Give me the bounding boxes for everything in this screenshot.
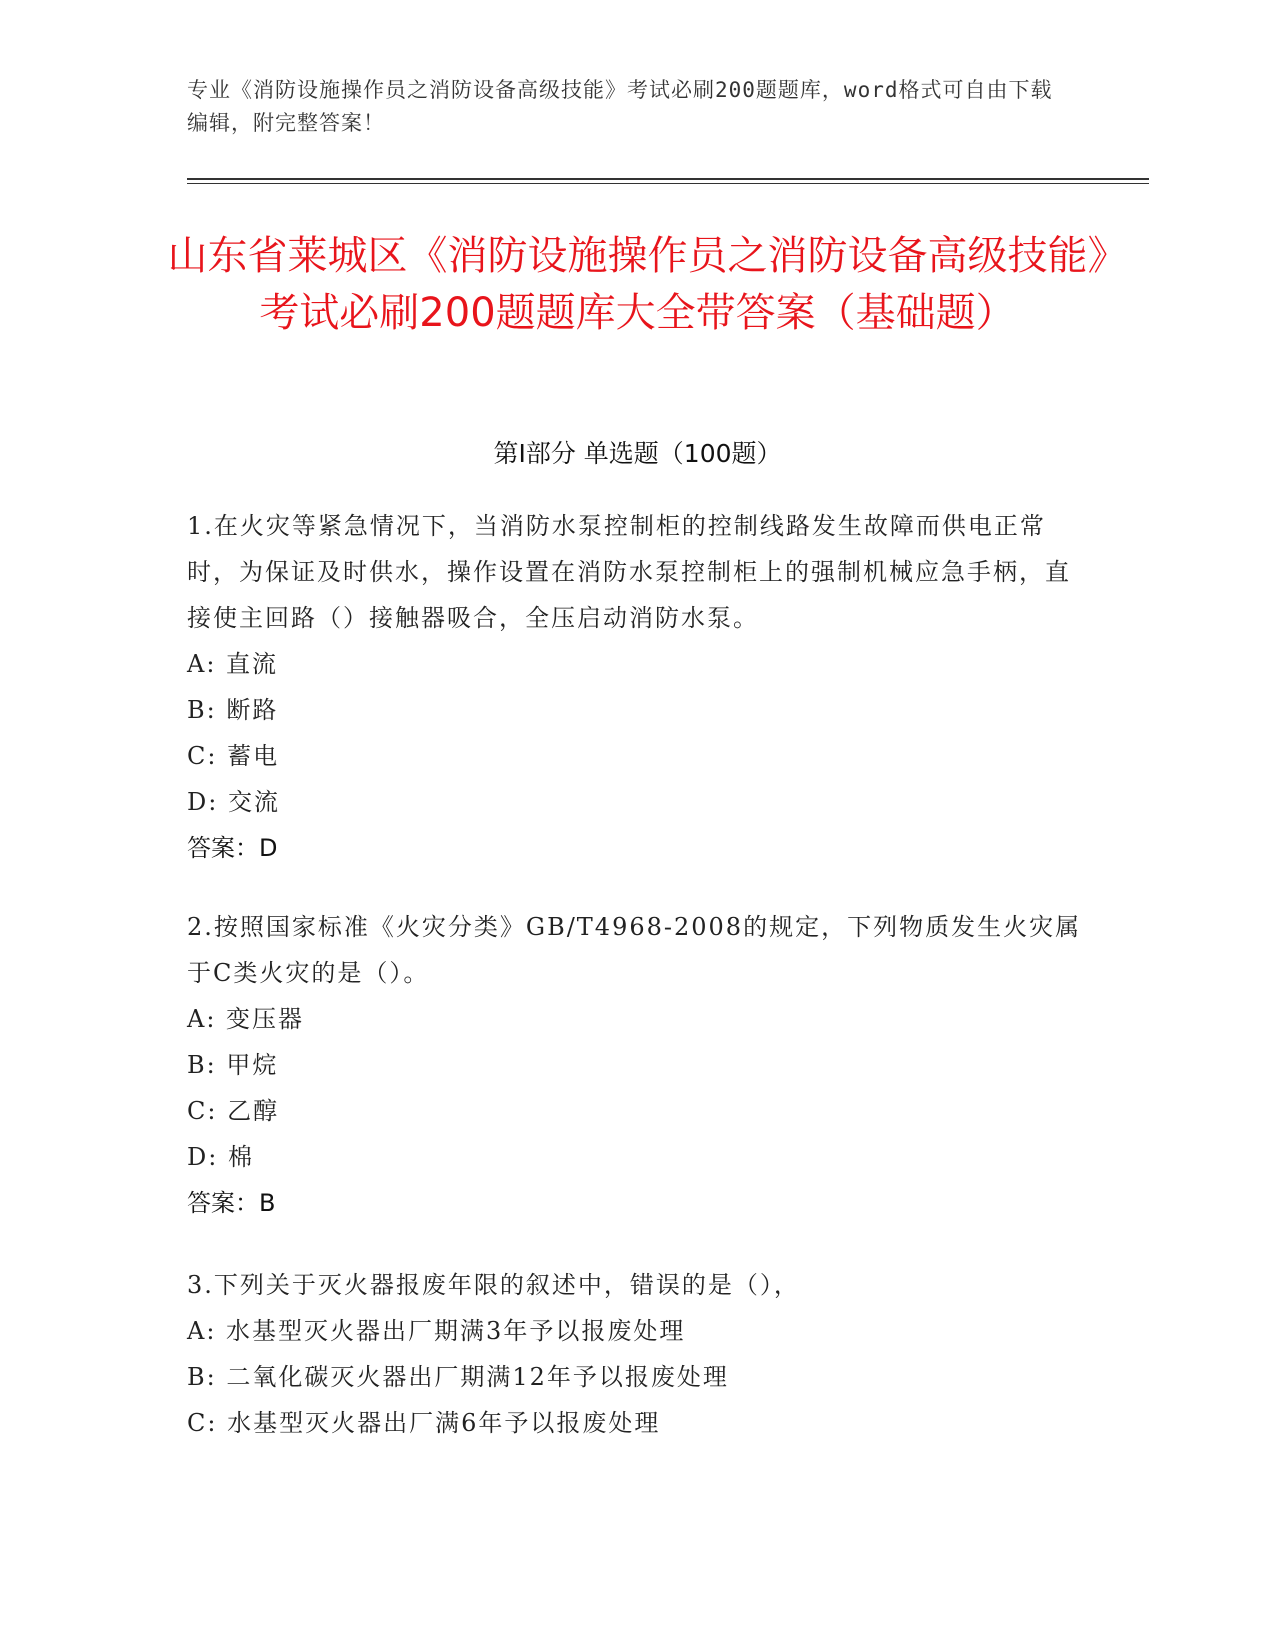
option-b: B: 断路: [187, 696, 279, 724]
option-a: A: 变压器: [187, 1005, 305, 1033]
document-title: 山东省莱城区《消防设施操作员之消防设备高级技能》考试必刷200题题库大全带答案（基础题）: [167, 233, 1108, 336]
section-heading: 第I部分 单选题（100题）: [493, 439, 782, 468]
question-stem: 3.下列关于灭火器报废年限的叙述中，错误的是（），: [187, 1271, 800, 1299]
option-c: C: 蓄电: [187, 742, 280, 770]
answer: 答案：B: [187, 1189, 276, 1217]
option-c: C: 乙醇: [187, 1097, 280, 1125]
option-d: D: 棉: [187, 1143, 254, 1171]
option-c: C: 水基型灭火器出厂满6年予以报废处理: [187, 1409, 661, 1437]
answer: 答案：D: [187, 834, 278, 862]
option-b: B: 甲烷: [187, 1051, 279, 1079]
question-2: [187, 904, 1087, 1226]
question-1: [187, 503, 1087, 871]
question-3: [187, 1262, 1087, 1446]
question-stem: 2.按照国家标准《火灾分类》GB/T4968-2008的规定，下列物质发生火灾属于C类火灾的是（）。: [187, 913, 1082, 987]
header-rule: [187, 178, 1149, 180]
header-rule-thin: [187, 183, 1149, 184]
option-d: D: 交流: [187, 788, 280, 816]
question-stem: 1.在火灾等紧急情况下，当消防水泵控制柜的控制线路发生故障而供电正常时，为保证及时供水，操作设置在消防水泵控制柜上的强制机械应急手柄，直接使主回路（）接触器吸合，全压启动消防水泵。: [187, 512, 1071, 632]
option-a: A: 水基型灭火器出厂期满3年予以报废处理: [187, 1317, 686, 1345]
header-note: 专业《消防设施操作员之消防设备高级技能》考试必刷200题题库，word格式可自由下载编辑，附完整答案！: [187, 78, 1053, 135]
option-a: A: 直流: [187, 650, 279, 678]
option-b: B: 二氧化碳灭火器出厂期满12年予以报废处理: [187, 1363, 729, 1391]
